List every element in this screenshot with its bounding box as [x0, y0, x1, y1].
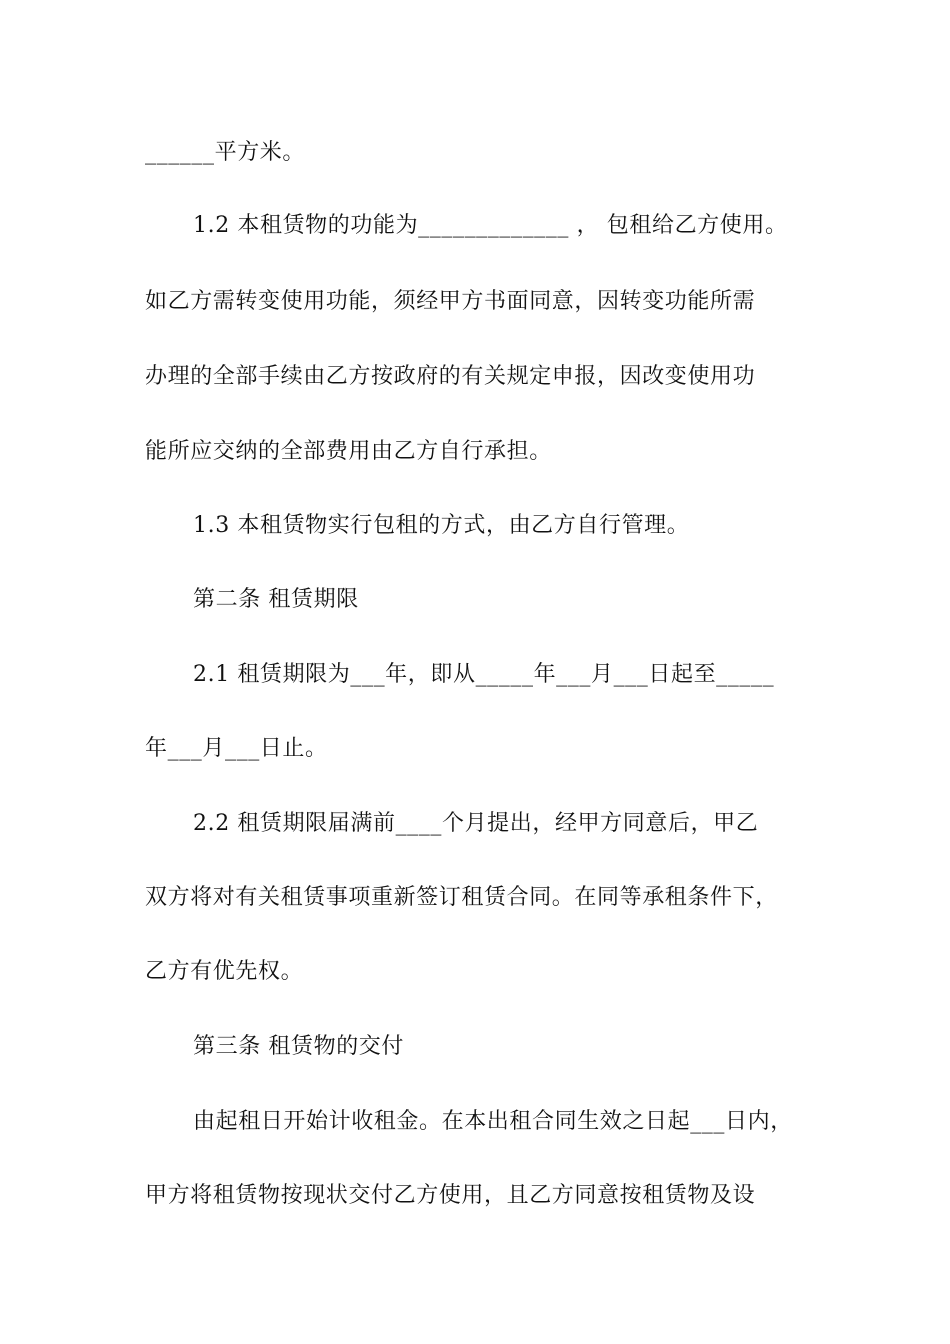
text-line: 能所应交纳的全部费用由乙方自行承担。	[145, 439, 552, 464]
section-heading-3: 第三条 租赁物的交付	[193, 1034, 404, 1059]
clause-1-2: 1.2 本租赁物的功能为_____________ ， 包租给乙方使用。	[193, 213, 788, 238]
text-line: 乙方有优先权。	[145, 959, 304, 984]
text-line: 甲方将租赁物按现状交付乙方使用，且乙方同意按租赁物及设	[145, 1183, 756, 1208]
section-heading-2: 第二条 租赁期限	[193, 587, 359, 612]
clause-2-1: 2.1 租赁期限为___年，即从_____年___月___日起至_____	[193, 662, 775, 687]
text-line: ______平方米。	[145, 140, 306, 165]
clause-1-3: 1.3 本租赁物实行包租的方式，由乙方自行管理。	[193, 513, 690, 538]
clause-2-2: 2.2 租赁期限届满前____个月提出，经甲方同意后，甲乙	[193, 811, 759, 836]
text-line: 办理的全部手续由乙方按政府的有关规定申报，因改变使用功	[145, 364, 756, 389]
text-line: 年___月___日止。	[145, 736, 328, 761]
text-line: 由起租日开始计收租金。在本出租合同生效之日起___日内，	[193, 1109, 793, 1134]
text-line: 双方将对有关租赁事项重新签订租赁合同。在同等承租条件下，	[145, 885, 778, 910]
text-line: 如乙方需转变使用功能，须经甲方书面同意，因转变功能所需	[145, 289, 756, 314]
